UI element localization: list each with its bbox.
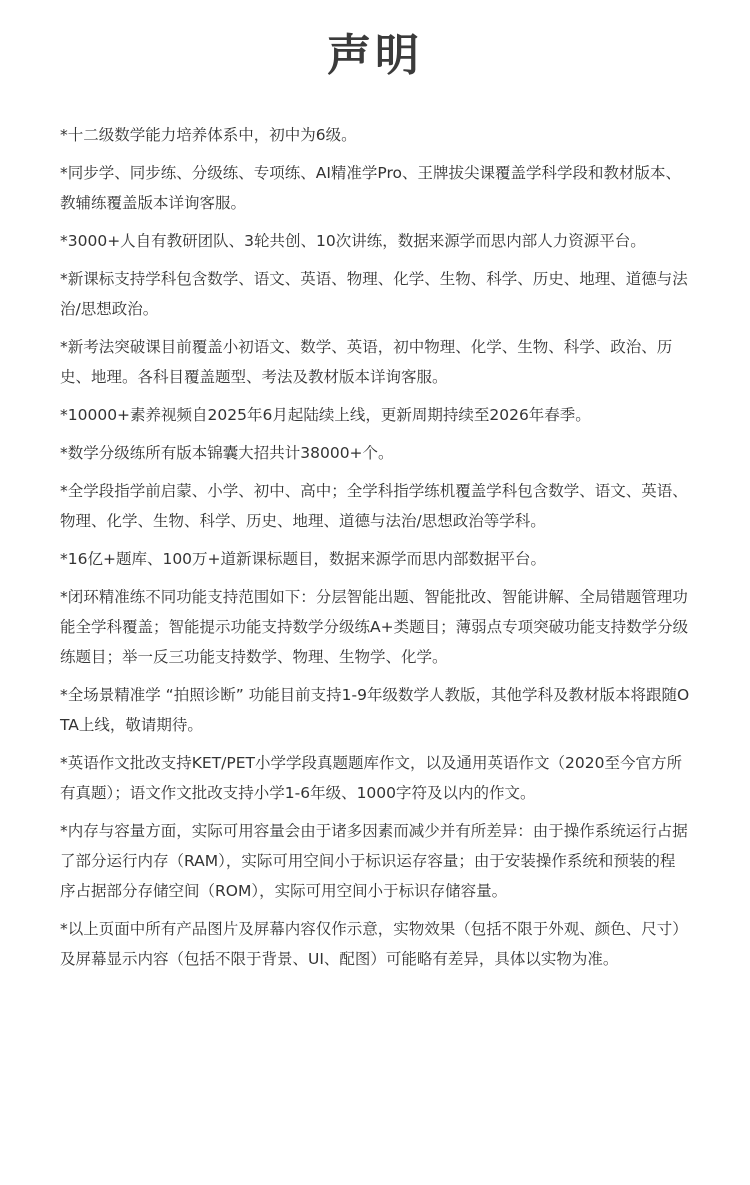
disclaimer-note: *英语作文批改支持KET/PET小学学段真题题库作文，以及通用英语作文（2020至今官方所有真题）；语文作文批改支持小学1-6年级、1000字符及以内的作文。 [60,754,682,802]
disclaimer-note: *新课标支持学科包含数学、语文、英语、物理、化学、生物、科学、历史、地理、道德与法治/思想政治。 [60,270,688,318]
disclaimer-note: *闭环精准练不同功能支持范围如下：分层智能出题、智能批改、智能讲解、全局错题管理功能全学科覆盖；智能提示功能支持数学分级练A+类题目；薄弱点专项突破功能支持数学分级练题目；举一反三功能支持数学、物理、生物学、化学。 [60,588,689,666]
disclaimer-note: *3000+人自有教研团队、3轮共创、10次讲练，数据来源学而思内部人力资源平台。 [60,232,646,250]
disclaimer-note: *以上页面中所有产品图片及屏幕内容仅作示意，实物效果（包括不限于外观、颜色、尺寸）及屏幕显示内容（包括不限于背景、UI、配图）可能略有差异，具体以实物为准。 [60,920,688,968]
page-title: 声明 [327,30,423,81]
disclaimer-note: *10000+素养视频自2025年6月起陆续上线，更新周期持续至2026年春季。 [60,406,591,424]
disclaimer-note: *16亿+题库、100万+道新课标题目，数据来源学而思内部数据平台。 [60,550,547,568]
disclaimer-note: *内存与容量方面，实际可用容量会由于诸多因素而减少并有所差异：由于操作系统运行占据了部分运行内存（RAM），实际可用空间小于标识运存容量；由于安装操作系统和预装的程序占据部分存储空间（ROM），实际可用空间小于标识存储容量。 [60,822,688,900]
disclaimer-note: *全学段指学前启蒙、小学、初中、高中；全学科指学练机覆盖学科包含数学、语文、英语、物理、化学、生物、科学、历史、地理、道德与法治/思想政治等学科。 [60,482,688,530]
disclaimer-note: *新考法突破课目前覆盖小初语文、数学、英语，初中物理、化学、生物、科学、政治、历史、地理。各科目覆盖题型、考法及教材版本详询客服。 [60,338,673,386]
disclaimer-note: *十二级数学能力培养体系中，初中为6级。 [60,126,357,144]
disclaimer-note: *同步学、同步练、分级练、专项练、AI精准学Pro、王牌拔尖课覆盖学科学段和教材版本、教辅练覆盖版本详询客服。 [60,164,682,212]
disclaimer-note: *数学分级练所有版本锦囊大招共计38000+个。 [60,444,394,462]
disclaimer-list [60,120,690,974]
disclaimer-note: *全场景精准学 “拍照诊断” 功能目前支持1-9年级数学人教版，其他学科及教材版本将跟随OTA上线，敬请期待。 [60,686,690,734]
